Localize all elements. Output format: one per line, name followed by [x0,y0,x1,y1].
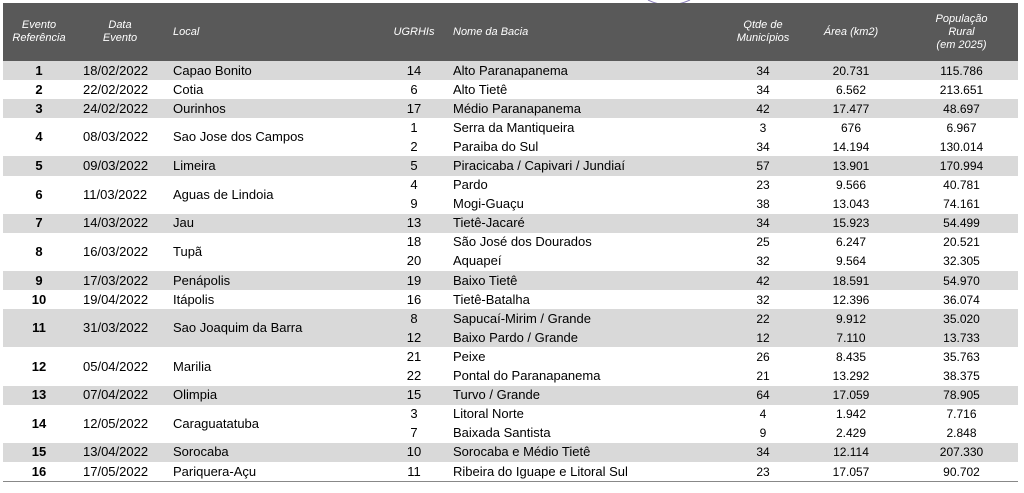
ugrhi: 7 [377,424,451,443]
populacao-rural: 2.848 [905,424,1018,443]
data-evento: 22/02/2022 [75,80,165,99]
qtde-municipios: 34 [729,137,797,156]
evento-ref: 4 [3,118,75,156]
nome-bacia: São José dos Dourados [451,233,729,252]
local: Penápolis [165,271,377,290]
nome-bacia: Sapucaí-Mirim / Grande [451,309,729,328]
area-km2: 13.901 [797,156,905,175]
local: Sorocaba [165,443,377,462]
ugrhi: 21 [377,347,451,366]
area-km2: 12.114 [797,443,905,462]
ugrhi: 16 [377,290,451,309]
ugrhi: 11 [377,462,451,482]
qtde-municipios: 34 [729,214,797,233]
local: Olimpia [165,386,377,405]
populacao-rural: 90.702 [905,462,1018,482]
nome-bacia: Médio Paranapanema [451,99,729,118]
qtde-municipios: 32 [729,290,797,309]
header-local: Local [165,3,377,61]
table-row [3,214,1018,233]
populacao-rural: 54.970 [905,271,1018,290]
nome-bacia: Alto Paranapanema [451,61,729,80]
events-table [3,3,1018,482]
area-km2: 17.477 [797,99,905,118]
populacao-rural: 13.733 [905,328,1018,347]
populacao-rural: 36.074 [905,290,1018,309]
nome-bacia: Piracicaba / Capivari / Jundiaí [451,156,729,175]
ugrhi: 17 [377,99,451,118]
area-km2: 18.591 [797,271,905,290]
nome-bacia: Ribeira do Iguape e Litoral Sul [451,462,729,482]
table-row [3,405,1018,424]
local: Ourinhos [165,99,377,118]
ugrhi: 1 [377,118,451,137]
data-evento: 17/03/2022 [75,271,165,290]
data-evento: 16/03/2022 [75,233,165,271]
populacao-rural: 74.161 [905,195,1018,214]
local: Aguas de Lindoia [165,176,377,214]
header-pop: População Rural (em 2025) [905,3,1018,61]
table-row [3,156,1018,175]
populacao-rural: 170.994 [905,156,1018,175]
data-evento: 14/03/2022 [75,214,165,233]
populacao-rural: 7.716 [905,405,1018,424]
qtde-municipios: 34 [729,61,797,80]
area-km2: 6.562 [797,80,905,99]
data-evento: 19/04/2022 [75,290,165,309]
local: Capao Bonito [165,61,377,80]
area-km2: 9.912 [797,309,905,328]
ugrhi: 20 [377,252,451,271]
table-row [3,347,1018,366]
nome-bacia: Baixo Pardo / Grande [451,328,729,347]
qtde-municipios: 34 [729,443,797,462]
area-km2: 17.057 [797,462,905,482]
evento-ref: 1 [3,61,75,80]
table-header-row [3,3,1018,61]
data-evento: 07/04/2022 [75,386,165,405]
header-qtde: Qtde de Municípios [729,3,797,61]
area-km2: 13.043 [797,195,905,214]
evento-ref: 10 [3,290,75,309]
ugrhi: 15 [377,386,451,405]
populacao-rural: 213.651 [905,80,1018,99]
area-km2: 20.731 [797,61,905,80]
populacao-rural: 40.781 [905,176,1018,195]
qtde-municipios: 12 [729,328,797,347]
populacao-rural: 38.375 [905,367,1018,386]
ugrhi: 2 [377,137,451,156]
area-km2: 1.942 [797,405,905,424]
qtde-municipios: 23 [729,462,797,482]
qtde-municipios: 57 [729,156,797,175]
ugrhi: 22 [377,367,451,386]
ugrhi: 19 [377,271,451,290]
local: Itápolis [165,290,377,309]
populacao-rural: 207.330 [905,443,1018,462]
nome-bacia: Mogi-Guaçu [451,195,729,214]
populacao-rural: 35.020 [905,309,1018,328]
populacao-rural: 78.905 [905,386,1018,405]
nome-bacia: Sorocaba e Médio Tietê [451,443,729,462]
area-km2: 7.110 [797,328,905,347]
ugrhi: 3 [377,405,451,424]
populacao-rural: 20.521 [905,233,1018,252]
nome-bacia: Tietê-Jacaré [451,214,729,233]
nome-bacia: Baixo Tietê [451,271,729,290]
ugrhi: 18 [377,233,451,252]
table-row [3,118,1018,137]
evento-ref: 16 [3,462,75,482]
area-km2: 9.566 [797,176,905,195]
ugrhi: 14 [377,61,451,80]
qtde-municipios: 32 [729,252,797,271]
table-body [3,61,1018,482]
nome-bacia: Pardo [451,176,729,195]
nome-bacia: Turvo / Grande [451,386,729,405]
qtde-municipios: 3 [729,118,797,137]
area-km2: 676 [797,118,905,137]
populacao-rural: 130.014 [905,137,1018,156]
nome-bacia: Baixada Santista [451,424,729,443]
table-row [3,386,1018,405]
evento-ref: 14 [3,405,75,443]
local: Tupã [165,233,377,271]
header-area: Área (km2) [797,3,905,61]
qtde-municipios: 21 [729,367,797,386]
qtde-municipios: 22 [729,309,797,328]
area-km2: 8.435 [797,347,905,366]
area-km2: 2.429 [797,424,905,443]
local: Limeira [165,156,377,175]
qtde-municipios: 9 [729,424,797,443]
evento-ref: 9 [3,271,75,290]
area-km2: 12.396 [797,290,905,309]
evento-ref: 13 [3,386,75,405]
local: Sao Joaquim da Barra [165,309,377,347]
ugrhi: 8 [377,309,451,328]
nome-bacia: Aquapeí [451,252,729,271]
evento-ref: 3 [3,99,75,118]
populacao-rural: 6.967 [905,118,1018,137]
data-evento: 11/03/2022 [75,176,165,214]
local: Caraguatatuba [165,405,377,443]
area-km2: 14.194 [797,137,905,156]
evento-ref: 11 [3,309,75,347]
local: Pariquera-Açu [165,462,377,482]
area-km2: 17.059 [797,386,905,405]
qtde-municipios: 64 [729,386,797,405]
nome-bacia: Paraiba do Sul [451,137,729,156]
table-row [3,309,1018,328]
qtde-municipios: 38 [729,195,797,214]
nome-bacia: Pontal do Paranapanema [451,367,729,386]
ugrhi: 10 [377,443,451,462]
area-km2: 15.923 [797,214,905,233]
ugrhi: 12 [377,328,451,347]
local: Sao Jose dos Campos [165,118,377,156]
ugrhi: 5 [377,156,451,175]
local: Jau [165,214,377,233]
ugrhi: 4 [377,176,451,195]
qtde-municipios: 4 [729,405,797,424]
qtde-municipios: 42 [729,99,797,118]
area-km2: 6.247 [797,233,905,252]
table-row [3,61,1018,80]
qtde-municipios: 26 [729,347,797,366]
nome-bacia: Litoral Norte [451,405,729,424]
qtde-municipios: 42 [729,271,797,290]
nome-bacia: Tietê-Batalha [451,290,729,309]
data-evento: 13/04/2022 [75,443,165,462]
area-km2: 13.292 [797,367,905,386]
evento-ref: 2 [3,80,75,99]
table-row [3,176,1018,195]
table-row [3,80,1018,99]
ugrhi: 6 [377,80,451,99]
data-evento: 12/05/2022 [75,405,165,443]
ugrhi: 13 [377,214,451,233]
table-row [3,233,1018,252]
area-km2: 9.564 [797,252,905,271]
data-evento: 09/03/2022 [75,156,165,175]
table-row [3,99,1018,118]
qtde-municipios: 23 [729,176,797,195]
qtde-municipios: 34 [729,80,797,99]
nome-bacia: Peixe [451,347,729,366]
populacao-rural: 115.786 [905,61,1018,80]
nome-bacia: Serra da Mantiqueira [451,118,729,137]
data-evento: 24/02/2022 [75,99,165,118]
table-row [3,443,1018,462]
table-row [3,462,1018,482]
data-evento: 08/03/2022 [75,118,165,156]
evento-ref: 12 [3,347,75,385]
evento-ref: 8 [3,233,75,271]
data-evento: 17/05/2022 [75,462,165,482]
qtde-municipios: 25 [729,233,797,252]
header-evento: Evento Referência [3,3,75,61]
data-evento: 31/03/2022 [75,309,165,347]
evento-ref: 15 [3,443,75,462]
populacao-rural: 54.499 [905,214,1018,233]
populacao-rural: 35.763 [905,347,1018,366]
ugrhi: 9 [377,195,451,214]
data-evento: 05/04/2022 [75,347,165,385]
evento-ref: 5 [3,156,75,175]
data-evento: 18/02/2022 [75,61,165,80]
header-data: Data Evento [75,3,165,61]
data-table-container [3,3,1018,482]
table-row [3,290,1018,309]
header-ugrhis: UGRHIs [377,3,451,61]
nome-bacia: Alto Tietê [451,80,729,99]
evento-ref: 7 [3,214,75,233]
local: Cotia [165,80,377,99]
populacao-rural: 32.305 [905,252,1018,271]
populacao-rural: 48.697 [905,99,1018,118]
evento-ref: 6 [3,176,75,214]
header-bacia: Nome da Bacia [451,3,729,61]
table-row [3,271,1018,290]
local: Marilia [165,347,377,385]
